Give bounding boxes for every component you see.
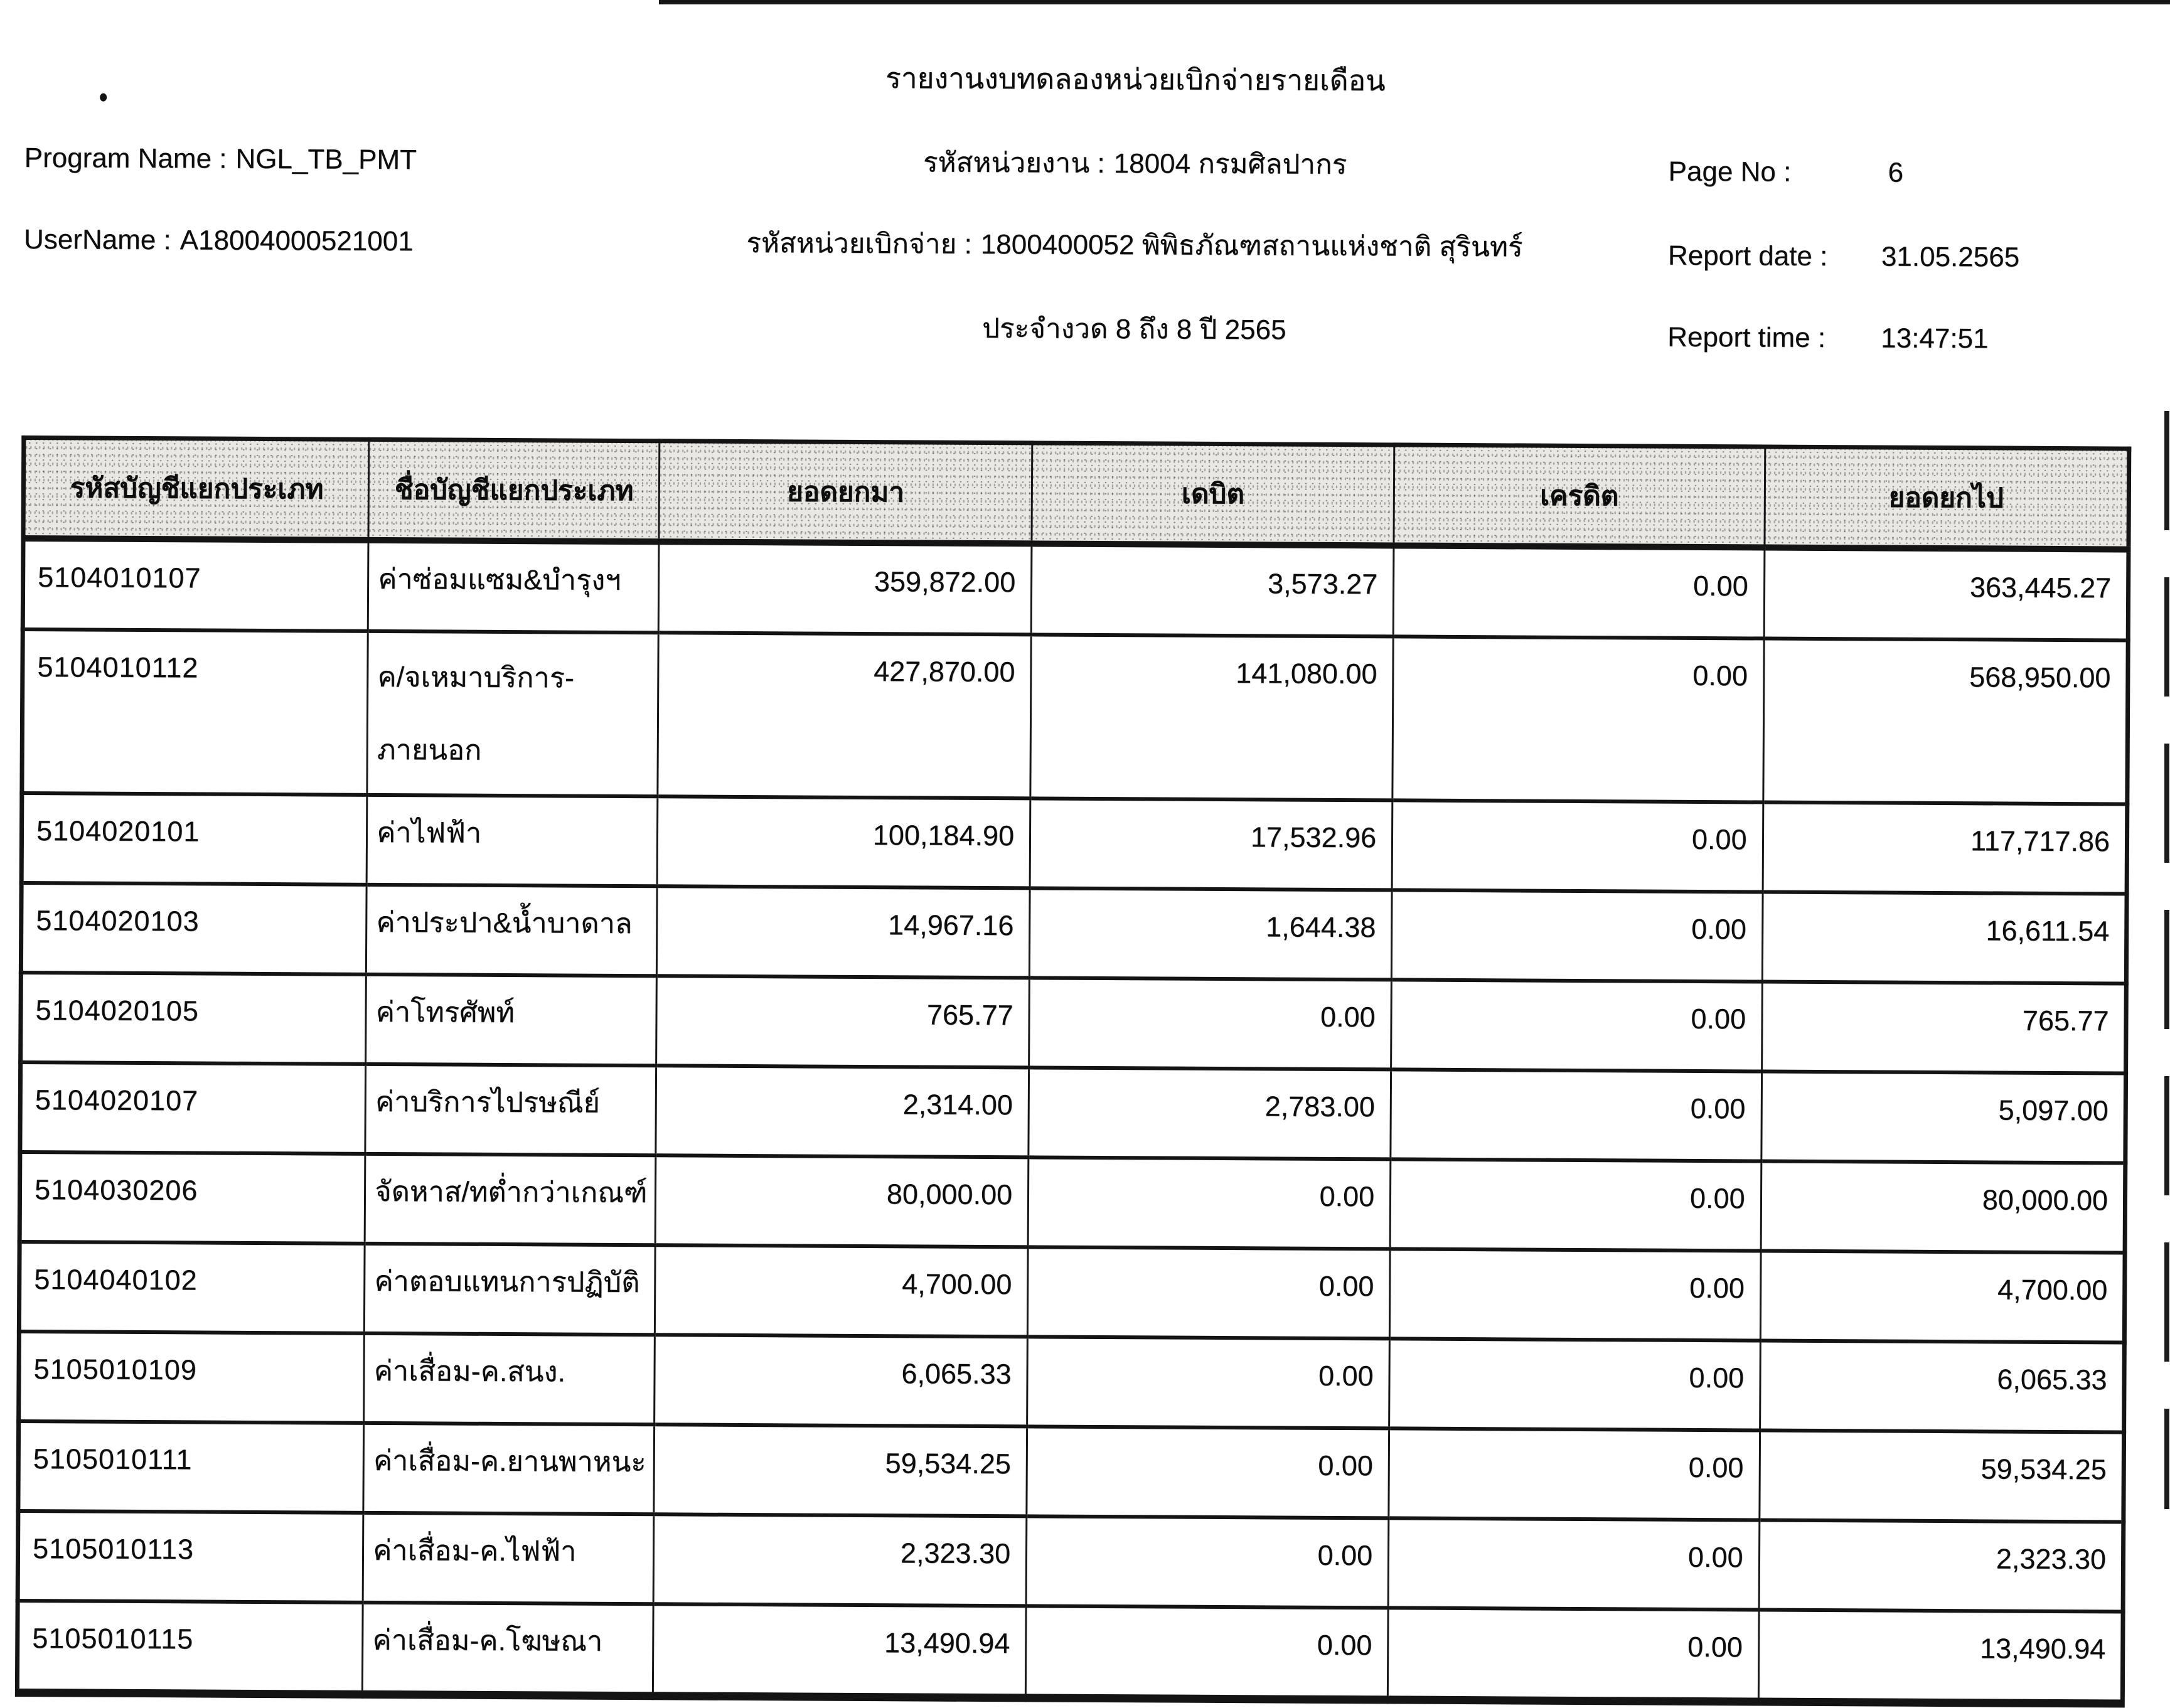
cell-beginning-balance: 2,323.30	[653, 1514, 1027, 1606]
cell-account-code: 5104040102	[19, 1242, 365, 1333]
user-name-value: A18004000521001	[179, 225, 414, 257]
cell-ending-balance: 59,534.25	[1759, 1431, 2124, 1522]
cell-beginning-balance: 359,872.00	[658, 542, 1032, 634]
trial-balance-table	[15, 435, 2131, 1708]
agency-line	[696, 144, 1574, 184]
cell-account-name: ค่าไฟฟ้า	[366, 795, 658, 886]
cell-beginning-balance: 80,000.00	[655, 1155, 1029, 1247]
cell-ending-balance: 2,323.30	[1759, 1520, 2124, 1612]
cell-credit: 0.00	[1391, 1069, 1761, 1161]
cell-beginning-balance: 2,314.00	[656, 1065, 1029, 1157]
cell-account-name: ค่าเสื่อม-ค.ยานพาหนะ	[363, 1423, 655, 1514]
cell-credit: 0.00	[1389, 1249, 1760, 1340]
cell-debit: 0.00	[1027, 1337, 1390, 1428]
cell-account-name: ค่าซ่อมแซม&บำรุงฯ	[368, 540, 659, 632]
cell-account-code: 5104010112	[22, 629, 368, 795]
cell-ending-balance: 4,700.00	[1760, 1251, 2125, 1343]
cell-account-name: ค/จเหมาบริการ- ภายนอก	[367, 631, 658, 796]
col-header-account-code: รหัสบัญชีแยกประเภท	[23, 437, 369, 540]
table-row	[17, 1601, 2123, 1704]
cell-account-code: 5104020105	[21, 973, 366, 1064]
agency-label: รหัสหน่วยงาน :	[922, 147, 1105, 179]
cell-credit: 0.00	[1389, 1338, 1760, 1430]
cell-beginning-balance: 59,534.25	[654, 1424, 1027, 1516]
program-name-label: Program Name :	[24, 142, 227, 174]
ink-dot-artifact	[100, 93, 107, 102]
report-date-value: 31.05.2565	[1881, 241, 2020, 273]
cell-account-code: 5105010113	[18, 1511, 363, 1603]
cell-account-code: 5105010111	[18, 1421, 364, 1513]
cell-credit: 0.00	[1390, 1159, 1761, 1251]
table-row	[19, 1332, 2125, 1433]
report-date-label: Report date :	[1667, 240, 1828, 272]
cell-debit: 0.00	[1027, 1426, 1389, 1518]
cell-debit: 0.00	[1029, 978, 1392, 1069]
table-row	[19, 1242, 2125, 1343]
cell-ending-balance: 117,717.86	[1763, 803, 2127, 894]
cell-debit: 0.00	[1026, 1516, 1389, 1608]
cell-account-code: 5104030206	[19, 1152, 365, 1244]
table-row	[18, 1511, 2124, 1612]
program-name-value: NGL_TB_PMT	[235, 143, 417, 176]
cell-beginning-balance: 13,490.94	[653, 1604, 1027, 1698]
agency-value: 18004 กรมศิลปากร	[1113, 148, 1347, 181]
cell-credit: 0.00	[1391, 890, 1762, 981]
table-row	[21, 973, 2127, 1074]
program-name-line	[24, 141, 417, 178]
table-row	[22, 629, 2128, 804]
disbursement-unit-line	[695, 226, 1574, 265]
cell-ending-balance: 568,950.00	[1763, 639, 2128, 804]
cell-ending-balance: 6,065.33	[1760, 1341, 2124, 1433]
cell-account-name: ค่าโทรศัพท์	[366, 974, 657, 1065]
cell-credit: 0.00	[1393, 545, 1764, 638]
cell-account-name: ค่าเสื่อม-ค.ไฟฟ้า	[363, 1513, 654, 1604]
cell-account-name: จัดหาส/ทต่ำกว่าเกณฑ์	[365, 1154, 656, 1245]
disbursement-unit-value: 1800400052 พิพิธภัณฑสถานแห่งชาติ สุรินทร์	[980, 228, 1523, 263]
cell-credit: 0.00	[1392, 636, 1764, 802]
cell-beginning-balance: 14,967.16	[657, 886, 1030, 978]
table-row	[18, 1421, 2124, 1522]
report-time-value: 13:47:51	[1881, 323, 1989, 355]
col-header-ending-balance: ยอดยกไป	[1765, 447, 2129, 550]
page-no-value: 6	[1888, 157, 1904, 188]
cell-beginning-balance: 4,700.00	[655, 1245, 1029, 1337]
table-row	[19, 1152, 2125, 1253]
scan-edge-artifact-top	[659, 0, 2170, 4]
cell-account-name: ค่าตอบแทนการปฏิบัติ	[365, 1244, 656, 1335]
cell-account-name: ค่าเสื่อม-ค.โฆษณา	[363, 1603, 654, 1696]
cell-debit: 141,080.00	[1030, 634, 1393, 800]
table-header-row	[23, 437, 2129, 549]
cell-debit: 0.00	[1028, 1157, 1391, 1249]
cell-account-code: 5104020103	[21, 883, 366, 974]
cell-credit: 0.00	[1388, 1518, 1759, 1609]
cell-credit: 0.00	[1392, 800, 1763, 892]
col-header-debit: เดบิต	[1032, 443, 1394, 546]
cell-beginning-balance: 765.77	[656, 976, 1030, 1067]
cell-account-code: 5105010109	[19, 1332, 365, 1423]
table-row	[21, 883, 2127, 984]
cell-account-code: 5104020107	[20, 1062, 366, 1154]
table-row	[21, 793, 2127, 894]
page-no-label: Page No :	[1668, 156, 1792, 188]
table-row	[20, 1062, 2126, 1163]
cell-credit: 0.00	[1387, 1608, 1758, 1702]
cell-debit: 0.00	[1027, 1247, 1390, 1338]
cell-debit: 2,783.00	[1029, 1067, 1391, 1159]
disbursement-unit-label: รหัสหน่วยเบิกจ่าย :	[746, 228, 972, 260]
cell-debit: 3,573.27	[1031, 543, 1394, 636]
cell-ending-balance: 13,490.94	[1758, 1610, 2123, 1704]
cell-beginning-balance: 100,184.90	[657, 796, 1030, 888]
user-name-label: UserName :	[23, 223, 171, 256]
cell-account-code: 5105010115	[17, 1601, 363, 1694]
cell-account-name: ค่าบริการไปรษณีย์	[365, 1064, 656, 1155]
cell-credit: 0.00	[1391, 979, 1762, 1071]
scan-edge-artifact-right	[2164, 411, 2169, 1509]
cell-ending-balance: 363,445.27	[1764, 548, 2129, 641]
cell-ending-balance: 5,097.00	[1761, 1072, 2125, 1163]
col-header-credit: เครดิต	[1394, 445, 1765, 548]
cell-credit: 0.00	[1389, 1428, 1760, 1520]
col-header-account-name: ชื่อบัญชีแยกประเภท	[368, 439, 660, 542]
user-name-line	[24, 222, 414, 259]
table-row	[23, 538, 2129, 641]
cell-account-code: 5104010107	[23, 538, 368, 631]
cell-ending-balance: 80,000.00	[1761, 1161, 2125, 1253]
cell-account-name: ค่าประปา&น้ำบาดาล	[366, 885, 658, 976]
cell-beginning-balance: 427,870.00	[658, 632, 1031, 798]
cell-account-name: ค่าเสื่อม-ค.สนง.	[364, 1333, 655, 1424]
period-line: ประจำงวด 8 ถึง 8 ปี 2565	[981, 312, 1286, 346]
cell-account-code: 5104020101	[21, 793, 367, 885]
cell-beginning-balance: 6,065.33	[655, 1335, 1028, 1426]
cell-ending-balance: 765.77	[1761, 982, 2126, 1074]
report-title: รายงานงบทดลองหน่วยเบิกจ่ายรายเดือน	[885, 61, 1386, 97]
cell-debit: 0.00	[1025, 1606, 1388, 1700]
col-header-beginning-balance: ยอดยกมา	[659, 441, 1032, 544]
cell-ending-balance: 16,611.54	[1762, 892, 2127, 984]
report-time-label: Report time :	[1667, 321, 1826, 354]
cell-debit: 17,532.96	[1030, 798, 1392, 890]
cell-debit: 1,644.38	[1029, 888, 1392, 979]
